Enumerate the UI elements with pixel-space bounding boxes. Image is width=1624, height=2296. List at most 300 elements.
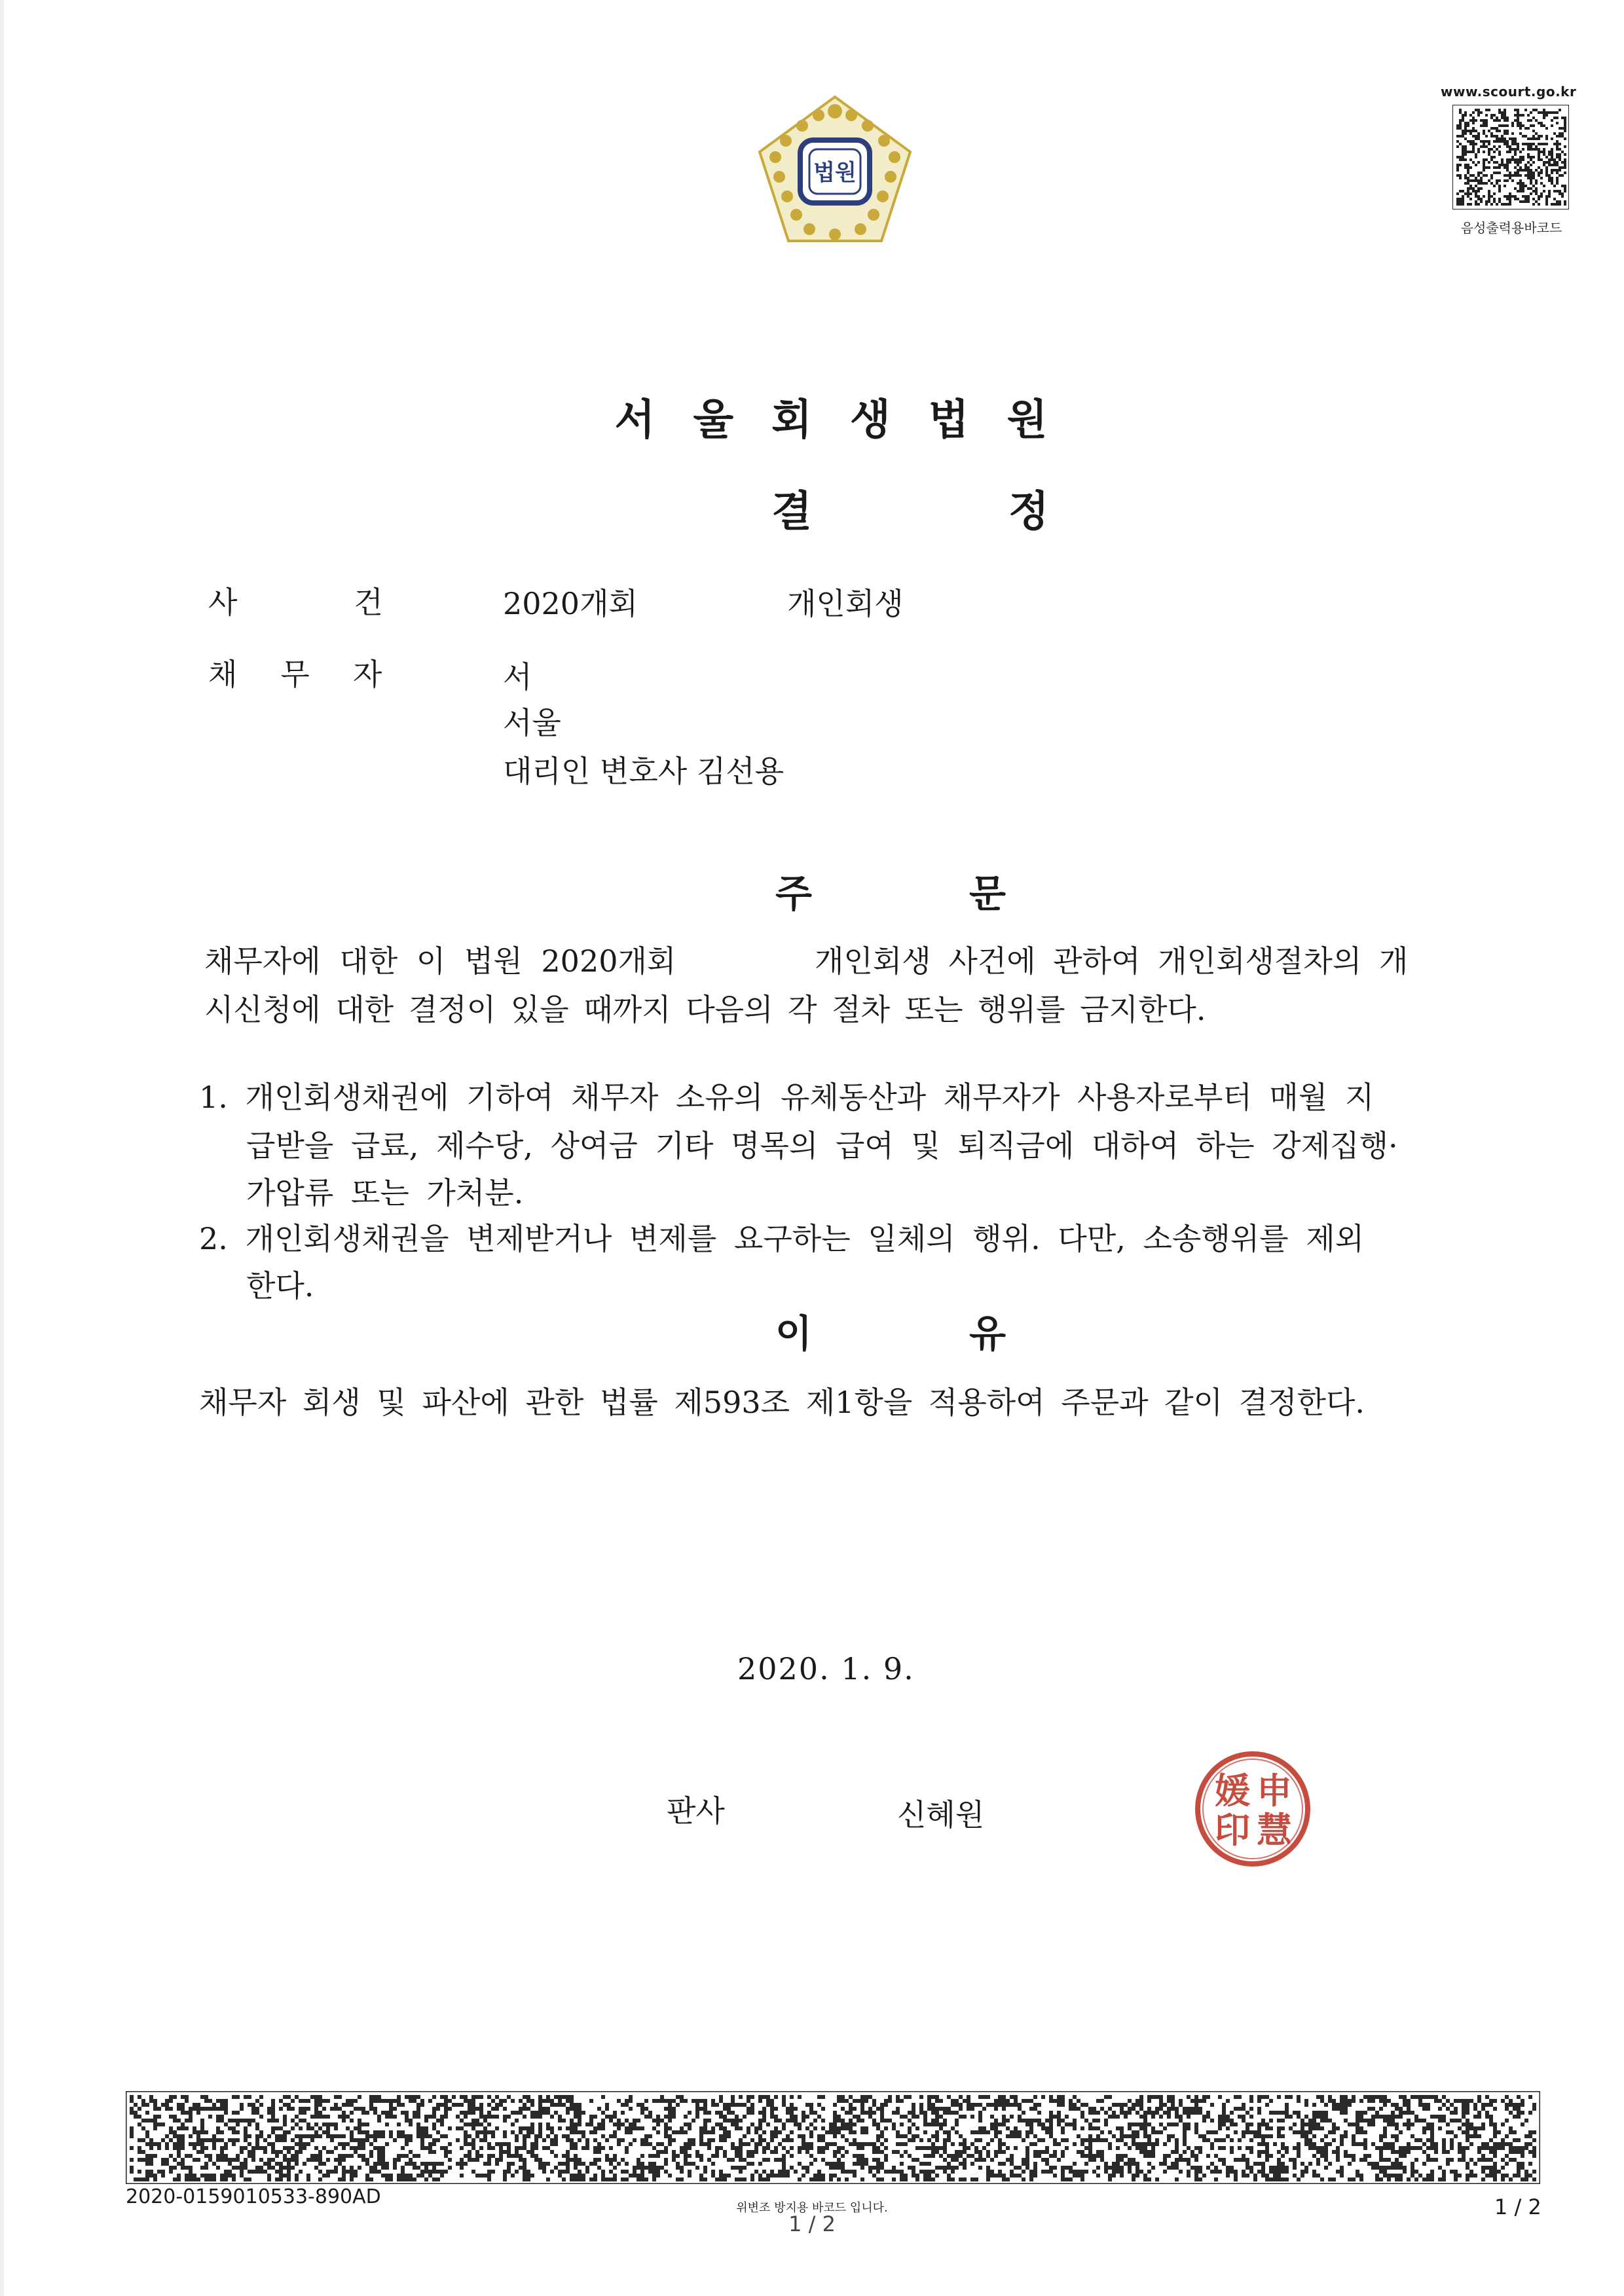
barcode-cell xyxy=(1312,2119,1316,2123)
barcode-cell xyxy=(585,2146,589,2150)
barcode-cell xyxy=(715,2178,719,2181)
barcode-cell xyxy=(904,2178,908,2181)
barcode-cell xyxy=(1002,2119,1006,2123)
barcode-cell xyxy=(1490,174,1493,177)
barcode-cell xyxy=(440,2170,444,2174)
barcode-cell xyxy=(923,2170,927,2174)
barcode-cell xyxy=(1198,2146,1202,2150)
barcode-cell xyxy=(743,2166,747,2170)
barcode-cell xyxy=(715,2146,719,2150)
barcode-cell xyxy=(1037,2111,1041,2115)
barcode-cell xyxy=(1426,2178,1430,2181)
barcode-cell xyxy=(652,2126,656,2130)
barcode-cell xyxy=(1151,2115,1155,2119)
barcode-cell xyxy=(1010,2162,1014,2166)
barcode-cell xyxy=(1336,2150,1340,2154)
barcode-cell xyxy=(487,2158,491,2162)
barcode-cell xyxy=(1509,148,1511,151)
barcode-cell xyxy=(1528,2162,1532,2166)
barcode-cell xyxy=(813,2174,817,2178)
barcode-cell xyxy=(1249,2166,1253,2170)
barcode-cell xyxy=(951,2142,955,2146)
barcode-cell xyxy=(664,2123,668,2126)
barcode-cell xyxy=(251,2146,255,2150)
barcode-cell xyxy=(640,2142,644,2146)
barcode-cell xyxy=(1084,2138,1088,2142)
barcode-cell xyxy=(1143,2119,1147,2123)
barcode-cell xyxy=(487,2111,491,2115)
barcode-cell xyxy=(1459,119,1462,122)
barcode-cell xyxy=(739,2119,743,2123)
barcode-cell xyxy=(448,2126,452,2130)
barcode-cell xyxy=(1490,135,1493,137)
barcode-cell xyxy=(526,2095,530,2099)
barcode-cell xyxy=(409,2150,413,2154)
barcode-cell xyxy=(684,2150,688,2154)
barcode-cell xyxy=(405,2138,409,2142)
barcode-cell xyxy=(1551,156,1553,158)
barcode-cell xyxy=(173,2178,177,2181)
barcode-cell xyxy=(1139,2095,1143,2099)
barcode-cell xyxy=(1010,2158,1014,2162)
barcode-cell xyxy=(841,2134,845,2138)
barcode-cell xyxy=(652,2166,656,2170)
barcode-cell xyxy=(672,2115,676,2119)
barcode-cell xyxy=(1281,2119,1285,2123)
barcode-cell xyxy=(1426,2103,1430,2107)
barcode-cell xyxy=(1430,2130,1434,2134)
barcode-cell xyxy=(1057,2111,1061,2115)
barcode-cell xyxy=(1519,156,1522,158)
barcode-cell xyxy=(1265,2095,1269,2099)
barcode-cell xyxy=(200,2107,204,2111)
barcode-cell xyxy=(1304,2138,1308,2142)
barcode-cell xyxy=(546,2162,550,2166)
barcode-cell xyxy=(1426,2146,1430,2150)
barcode-cell xyxy=(228,2126,232,2130)
barcode-cell xyxy=(1472,119,1475,122)
barcode-cell xyxy=(1564,130,1566,132)
barcode-cell xyxy=(762,2170,766,2174)
barcode-cell xyxy=(1524,135,1527,137)
barcode-cell xyxy=(1450,2142,1454,2146)
barcode-cell xyxy=(1033,2154,1037,2158)
barcode-cell xyxy=(699,2158,703,2162)
barcode-cell xyxy=(1545,169,1548,172)
barcode-cell xyxy=(1464,151,1467,153)
barcode-cell xyxy=(1139,2150,1143,2154)
barcode-cell xyxy=(1041,2170,1045,2174)
barcode-cell xyxy=(401,2154,405,2158)
barcode-cell xyxy=(1485,145,1488,148)
barcode-cell xyxy=(994,2154,998,2158)
barcode-cell xyxy=(1308,2162,1312,2166)
barcode-cell xyxy=(1246,2111,1249,2115)
barcode-cell xyxy=(1422,2150,1426,2154)
barcode-cell xyxy=(354,2146,358,2150)
barcode-cell xyxy=(593,2130,597,2134)
barcode-cell xyxy=(1493,200,1496,203)
barcode-cell xyxy=(420,2138,424,2142)
barcode-cell xyxy=(1501,2158,1505,2162)
barcode-cell xyxy=(479,2123,483,2126)
barcode-cell xyxy=(1206,2095,1210,2099)
barcode-cell xyxy=(1501,137,1504,140)
barcode-cell xyxy=(432,2138,436,2142)
barcode-cell xyxy=(805,2142,809,2146)
barcode-cell xyxy=(578,2107,581,2111)
barcode-cell xyxy=(236,2123,240,2126)
barcode-cell xyxy=(475,2134,479,2138)
barcode-cell xyxy=(774,2158,778,2162)
barcode-cell xyxy=(1022,2158,1025,2162)
barcode-cell xyxy=(680,2150,684,2154)
barcode-cell xyxy=(1183,2150,1187,2154)
barcode-cell xyxy=(1506,195,1509,198)
barcode-cell xyxy=(1014,2126,1018,2130)
barcode-cell xyxy=(664,2134,668,2138)
barcode-cell xyxy=(1183,2134,1187,2138)
barcode-cell xyxy=(1120,2138,1124,2142)
barcode-cell xyxy=(774,2107,778,2111)
barcode-cell xyxy=(267,2158,271,2162)
barcode-cell xyxy=(715,2103,719,2107)
barcode-cell xyxy=(534,2154,538,2158)
barcode-cell xyxy=(978,2138,982,2142)
barcode-cell xyxy=(483,2119,487,2123)
barcode-cell xyxy=(766,2123,770,2126)
barcode-cell xyxy=(978,2095,982,2099)
barcode-cell xyxy=(1096,2138,1100,2142)
barcode-cell xyxy=(1501,161,1504,164)
barcode-cell xyxy=(1395,2134,1399,2138)
barcode-cell xyxy=(1509,200,1511,203)
barcode-cell xyxy=(189,2154,193,2158)
barcode-cell xyxy=(1475,195,1477,198)
barcode-cell xyxy=(601,2126,605,2130)
barcode-cell xyxy=(1163,2126,1167,2130)
barcode-cell xyxy=(1538,195,1540,198)
barcode-cell xyxy=(664,2158,668,2162)
barcode-cell xyxy=(1202,2138,1206,2142)
barcode-cell xyxy=(723,2134,727,2138)
barcode-cell xyxy=(849,2119,853,2123)
barcode-cell xyxy=(373,2170,377,2174)
barcode-cell xyxy=(1528,2095,1532,2099)
barcode-cell xyxy=(334,2095,338,2099)
barcode-cell xyxy=(444,2107,448,2111)
barcode-cell xyxy=(978,2154,982,2158)
barcode-cell xyxy=(420,2099,424,2103)
barcode-cell xyxy=(542,2138,546,2142)
barcode-cell xyxy=(1080,2142,1084,2146)
barcode-cell xyxy=(688,2111,692,2115)
barcode-cell xyxy=(1249,2170,1253,2174)
barcode-cell xyxy=(735,2103,739,2107)
barcode-cell xyxy=(1464,122,1467,124)
barcode-cell xyxy=(255,2166,259,2170)
barcode-cell xyxy=(240,2170,244,2174)
barcode-cell xyxy=(416,2123,420,2126)
barcode-cell xyxy=(1132,2130,1135,2134)
barcode-cell xyxy=(782,2103,786,2107)
barcode-cell xyxy=(244,2146,248,2150)
barcode-cell xyxy=(1379,2150,1383,2154)
barcode-cell xyxy=(1564,161,1566,164)
barcode-cell xyxy=(487,2130,491,2134)
barcode-cell xyxy=(483,2162,487,2166)
barcode-cell xyxy=(303,2119,306,2123)
barcode-cell xyxy=(523,2170,526,2174)
barcode-cell xyxy=(1493,172,1496,174)
barcode-cell xyxy=(1456,169,1459,172)
barcode-cell xyxy=(923,2111,927,2115)
barcode-cell xyxy=(1080,2178,1084,2181)
barcode-cell xyxy=(1167,2107,1171,2111)
barcode-cell xyxy=(1399,2130,1403,2134)
barcode-cell xyxy=(1528,2174,1532,2178)
barcode-cell xyxy=(334,2146,338,2150)
barcode-cell xyxy=(747,2154,750,2158)
barcode-cell xyxy=(1304,2130,1308,2134)
barcode-cell xyxy=(1112,2170,1116,2174)
barcode-cell xyxy=(1509,195,1511,198)
barcode-cell xyxy=(291,2154,295,2158)
barcode-cell xyxy=(1379,2134,1383,2138)
barcode-cell xyxy=(444,2103,448,2107)
barcode-cell xyxy=(1459,177,1462,179)
barcode-cell xyxy=(923,2119,927,2123)
barcode-cell xyxy=(1513,2174,1517,2178)
barcode-cell xyxy=(185,2154,189,2158)
barcode-cell xyxy=(1088,2158,1092,2162)
barcode-cell xyxy=(1462,119,1464,122)
barcode-cell xyxy=(1489,2174,1493,2178)
barcode-cell xyxy=(1120,2154,1124,2158)
barcode-cell xyxy=(758,2119,762,2123)
barcode-cell xyxy=(1285,2166,1289,2170)
barcode-cell xyxy=(538,2095,542,2099)
barcode-cell xyxy=(263,2138,267,2142)
barcode-cell xyxy=(817,2170,821,2174)
barcode-cell xyxy=(224,2099,228,2103)
barcode-cell xyxy=(754,2170,758,2174)
barcode-id: 2020-0159010533-890AD xyxy=(126,2185,381,2208)
barcode-cell xyxy=(955,2103,959,2107)
barcode-cell xyxy=(1514,198,1517,200)
barcode-cell xyxy=(1261,2162,1265,2166)
barcode-cell xyxy=(908,2154,912,2158)
barcode-cell xyxy=(1116,2138,1120,2142)
barcode-cell xyxy=(1363,2119,1367,2123)
barcode-cell xyxy=(1234,2174,1238,2178)
barcode-cell xyxy=(994,2119,998,2123)
barcode-cell xyxy=(1363,2111,1367,2115)
barcode-cell xyxy=(1128,2126,1132,2130)
barcode-cell xyxy=(1509,2150,1513,2154)
barcode-cell xyxy=(955,2130,959,2134)
barcode-cell xyxy=(267,2162,271,2166)
barcode-cell xyxy=(1088,2126,1092,2130)
barcode-cell xyxy=(475,2130,479,2134)
barcode-cell xyxy=(1293,2130,1297,2134)
barcode-cell xyxy=(1498,185,1501,187)
barcode-cell xyxy=(833,2111,837,2115)
barcode-cell xyxy=(295,2115,299,2119)
barcode-cell xyxy=(699,2130,703,2134)
barcode-cell xyxy=(640,2178,644,2181)
barcode-cell xyxy=(1383,2130,1387,2134)
barcode-cell xyxy=(369,2099,373,2103)
barcode-cell xyxy=(1462,135,1464,137)
barcode-cell xyxy=(1116,2170,1120,2174)
barcode-cell xyxy=(153,2107,157,2111)
barcode-cell xyxy=(566,2138,570,2142)
barcode-cell xyxy=(1505,2174,1509,2178)
barcode-cell xyxy=(739,2126,743,2130)
barcode-cell xyxy=(153,2115,157,2119)
barcode-cell xyxy=(1135,2162,1139,2166)
barcode-cell xyxy=(263,2170,267,2174)
barcode-cell xyxy=(731,2158,735,2162)
barcode-cell xyxy=(1488,153,1490,156)
barcode-cell xyxy=(919,2095,923,2099)
barcode-cell xyxy=(778,2158,782,2162)
barcode-cell xyxy=(1175,2150,1179,2154)
barcode-cell xyxy=(1434,2142,1438,2146)
barcode-cell xyxy=(138,2146,141,2150)
barcode-cell xyxy=(1505,2119,1509,2123)
barcode-cell xyxy=(699,2178,703,2181)
barcode-cell xyxy=(1022,2162,1025,2166)
barcode-cell xyxy=(1155,2142,1159,2146)
barcode-cell xyxy=(464,2130,468,2134)
barcode-cell xyxy=(1472,145,1475,148)
barcode-cell xyxy=(1187,2115,1190,2119)
barcode-cell xyxy=(1477,2099,1481,2103)
barcode-cell xyxy=(974,2130,978,2134)
barcode-cell xyxy=(1472,122,1475,124)
barcode-cell xyxy=(978,2158,982,2162)
barcode-cell xyxy=(711,2162,715,2166)
barcode-cell xyxy=(228,2119,232,2123)
barcode-cell xyxy=(365,2111,369,2115)
barcode-cell xyxy=(1489,2119,1493,2123)
barcode-cell xyxy=(809,2178,813,2181)
barcode-cell xyxy=(1551,153,1553,156)
barcode-cell xyxy=(876,2107,880,2111)
barcode-cell xyxy=(228,2162,232,2166)
barcode-cell xyxy=(1411,2095,1414,2099)
barcode-cell xyxy=(299,2111,303,2115)
barcode-cell xyxy=(935,2099,939,2103)
barcode-cell xyxy=(318,2126,322,2130)
barcode-cell xyxy=(1242,2134,1246,2138)
barcode-cell xyxy=(1246,2158,1249,2162)
barcode-cell xyxy=(1477,203,1480,206)
barcode-cell xyxy=(1517,2174,1521,2178)
barcode-cell xyxy=(393,2158,397,2162)
barcode-cell xyxy=(1073,2123,1077,2126)
barcode-cell xyxy=(409,2178,413,2181)
barcode-cell xyxy=(1356,2130,1359,2134)
barcode-cell xyxy=(1540,124,1543,127)
barcode-cell xyxy=(668,2107,672,2111)
barcode-cell xyxy=(652,2174,656,2178)
barcode-cell xyxy=(1277,2158,1281,2162)
barcode-cell xyxy=(1340,2103,1344,2107)
barcode-cell xyxy=(648,2115,652,2119)
barcode-cell xyxy=(471,2158,475,2162)
barcode-cell xyxy=(255,2099,259,2103)
barcode-cell xyxy=(1395,2166,1399,2170)
barcode-cell xyxy=(723,2119,727,2123)
barcode-cell xyxy=(236,2154,240,2158)
barcode-cell xyxy=(762,2146,766,2150)
barcode-cell xyxy=(1466,2103,1469,2107)
barcode-cell xyxy=(672,2154,676,2158)
barcode-cell xyxy=(401,2146,405,2150)
barcode-cell xyxy=(1489,2150,1493,2154)
barcode-cell xyxy=(1010,2134,1014,2138)
barcode-cell xyxy=(1403,2099,1407,2103)
barcode-cell xyxy=(149,2138,153,2142)
barcode-cell xyxy=(1450,2138,1454,2142)
barcode-cell xyxy=(287,2150,291,2154)
barcode-cell xyxy=(491,2154,495,2158)
barcode-cell xyxy=(1096,2174,1100,2178)
barcode-cell xyxy=(181,2103,185,2107)
barcode-cell xyxy=(299,2107,303,2111)
barcode-cell xyxy=(1540,158,1543,161)
barcode-cell xyxy=(216,2158,220,2162)
barcode-cell xyxy=(849,2126,853,2130)
barcode-cell xyxy=(656,2115,660,2119)
barcode-cell xyxy=(1522,182,1524,185)
barcode-cell xyxy=(1517,2107,1521,2111)
barcode-cell xyxy=(303,2134,306,2138)
barcode-cell xyxy=(534,2138,538,2142)
barcode-cell xyxy=(1564,172,1566,174)
barcode-cell xyxy=(342,2119,346,2123)
barcode-cell xyxy=(161,2174,165,2178)
barcode-cell xyxy=(220,2158,224,2162)
barcode-cell xyxy=(145,2142,149,2146)
barcode-cell xyxy=(1438,2107,1442,2111)
barcode-cell xyxy=(1477,2115,1481,2119)
barcode-cell xyxy=(1430,2142,1434,2146)
barcode-cell xyxy=(1025,2162,1029,2166)
barcode-cell xyxy=(1414,2158,1418,2162)
barcode-cell xyxy=(578,2162,581,2166)
barcode-cell xyxy=(1379,2095,1383,2099)
barcode-cell xyxy=(578,2174,581,2178)
barcode-cell xyxy=(1179,2115,1183,2119)
barcode-cell xyxy=(1519,182,1522,185)
barcode-cell xyxy=(251,2158,255,2162)
barcode-cell xyxy=(876,2166,880,2170)
barcode-cell xyxy=(817,2115,821,2119)
barcode-cell xyxy=(1559,109,1561,111)
barcode-cell xyxy=(1504,203,1506,206)
barcode-cell xyxy=(1459,190,1462,192)
barcode-cell xyxy=(1214,2130,1218,2134)
barcode-cell xyxy=(574,2178,578,2181)
barcode-cell xyxy=(1253,2178,1257,2181)
barcode-cell xyxy=(409,2119,413,2123)
barcode-cell xyxy=(970,2130,974,2134)
barcode-cell xyxy=(483,2115,487,2119)
